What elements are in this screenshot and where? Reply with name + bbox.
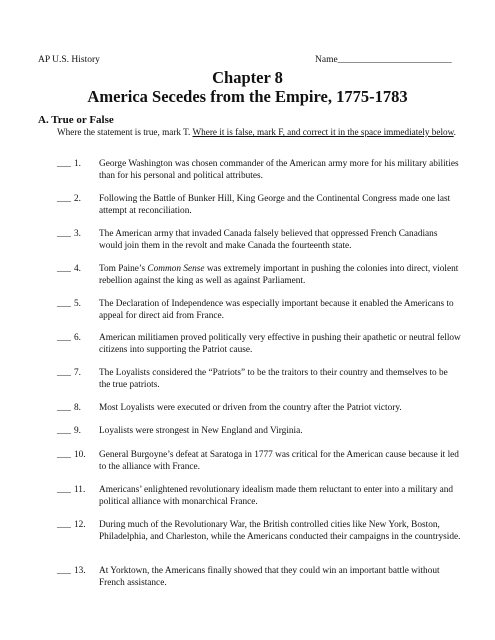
answer-blank[interactable]: ___ [57, 159, 71, 169]
question-text: At Yorktown, the Americans finally showed that they could win an important battle without French assistance. [99, 566, 440, 588]
instructions-plain: Where the statement is true, mark T. [57, 127, 193, 137]
question-number: 10. [74, 450, 86, 460]
question-text: Following the Battle of Bunker Hill, King George and the Continental Congress made one last attempt at reconciliation. [99, 194, 451, 216]
instructions-end: . [453, 127, 456, 137]
course-label: AP U.S. History [38, 55, 100, 65]
question-text: The American army that invaded Canada falsely believed that oppressed French Canadians would join them in the revolt and make Canada the fourteenth state. [99, 229, 438, 251]
instructions-underlined: Where it is false, mark F, and correct it in the space immediately below [192, 127, 454, 137]
question-number: 8. [74, 403, 81, 413]
question-text: General Burgoyne’s defeat at Saratoga in 1777 was critical for the American cause because it led to the alliance with France. [99, 450, 459, 472]
question-text: Most Loyalists were executed or driven from the country after the Patriot victory. [99, 403, 402, 413]
question-text: George Washington was chosen commander of the American army more for his military abilities than for his personal and political attributes. [99, 159, 459, 181]
answer-blank[interactable]: ___ [57, 566, 71, 576]
section-heading: A. True or False [38, 114, 114, 126]
question-text: The Declaration of Independence was especially important because it enabled the Americans to appeal for direct aid from France. [99, 299, 454, 321]
question-number: 3. [74, 229, 81, 239]
answer-blank[interactable]: ___ [57, 194, 71, 204]
question-text: American militiamen proved politically very effective in pushing their apathetic or neutral fellow citizens into supporting the Patriot cause. [99, 333, 461, 355]
answer-blank[interactable]: ___ [57, 299, 71, 309]
question-text: Loyalists were strongest in New England and Virginia. [99, 426, 303, 436]
answer-blank[interactable]: ___ [57, 229, 71, 239]
answer-blank[interactable]: ___ [57, 520, 71, 530]
question-number: 9. [74, 426, 81, 436]
question-number: 1. [74, 159, 81, 169]
chapter-subtitle: America Secedes from the Empire, 1775-1783 [87, 87, 408, 106]
question-text: Tom Paine’s Common Sense was extremely important in pushing the colonies into direct, violent rebellion against the king as well as against Parliament. [99, 264, 459, 286]
question-number: 6. [74, 333, 81, 343]
answer-blank[interactable]: ___ [57, 426, 71, 436]
question-number: 12. [74, 520, 86, 530]
question-text: Americans’ enlightened revolutionary idealism made them reluctant to enter into a military and political alliance with monarchical France. [99, 485, 454, 507]
answer-blank[interactable]: ___ [57, 450, 71, 460]
answer-blank[interactable]: ___ [57, 368, 71, 378]
question-number: 5. [74, 299, 81, 309]
question-number: 2. [74, 194, 81, 204]
answer-blank[interactable]: ___ [57, 333, 71, 343]
question-number: 7. [74, 368, 81, 378]
answer-blank[interactable]: ___ [57, 264, 71, 274]
instructions [57, 127, 457, 138]
question-text: During much of the Revolutionary War, the British controlled cities like New York, Boston, Philadelphia, and Charleston, while the Americans conducted their campaigns in the countryside. [99, 520, 461, 542]
question-number: 11. [74, 485, 86, 495]
chapter-title: Chapter 8 [212, 68, 283, 87]
name-field-label: Name________________________ [315, 55, 452, 65]
question-text: The Loyalists considered the “Patriots” to be the traitors to their country and themselves to be the true patriots. [99, 368, 448, 390]
question-number: 13. [74, 566, 86, 576]
answer-blank[interactable]: ___ [57, 485, 71, 495]
answer-blank[interactable]: ___ [57, 403, 71, 413]
question-number: 4. [74, 264, 81, 274]
